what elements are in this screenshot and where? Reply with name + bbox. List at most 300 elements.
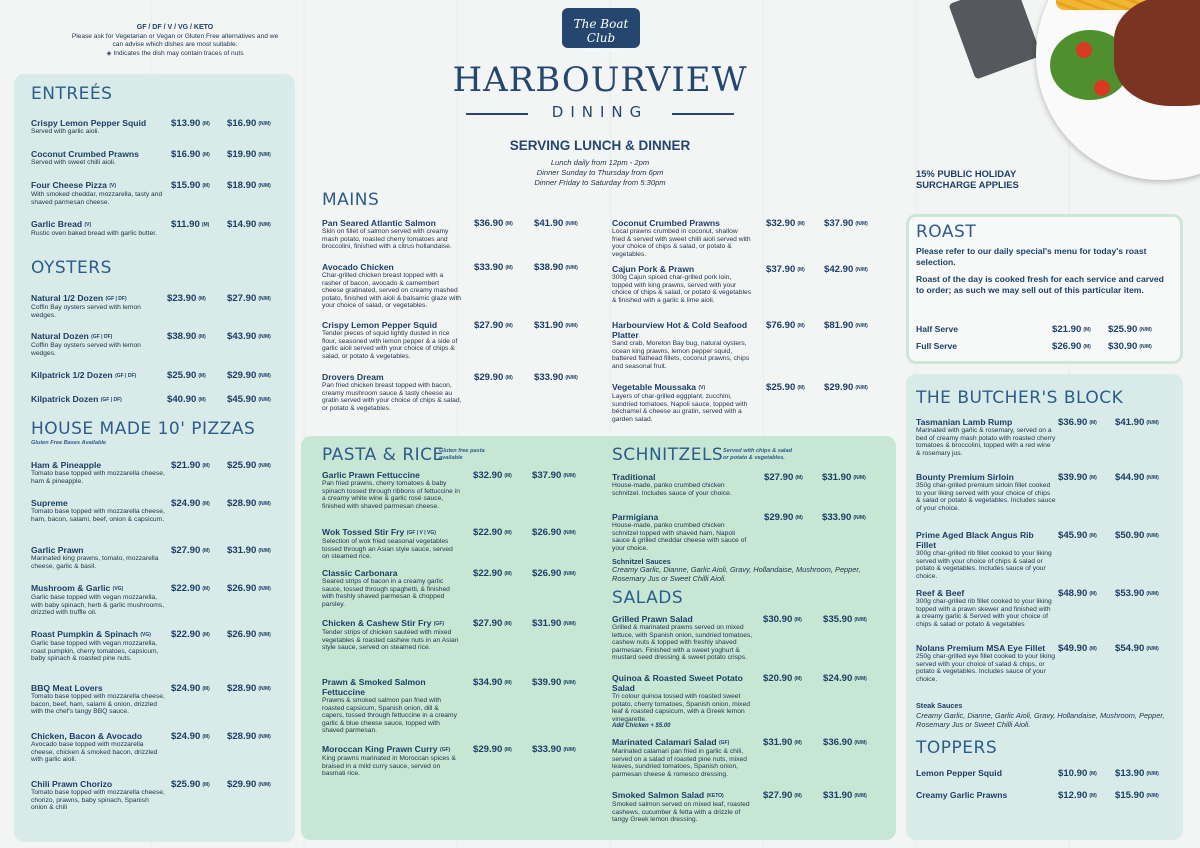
item-name (31, 583, 166, 594)
topper-item (916, 790, 1007, 800)
item-name (612, 737, 757, 748)
section-oysters: OYSTERS (31, 258, 112, 278)
price-value: $41.90 (1115, 417, 1145, 428)
item-title: Moroccan King Prawn Curry (322, 744, 438, 754)
price-unit: (N/M) (258, 632, 271, 638)
price-value: $50.90 (1115, 530, 1145, 541)
price-unit: (N/M) (258, 121, 271, 127)
price-value: $38.90 (534, 262, 564, 273)
price (1058, 790, 1097, 801)
price (1058, 643, 1097, 654)
price (534, 320, 578, 331)
price-unit: (M) (202, 501, 210, 507)
price-value: $28.90 (227, 498, 257, 509)
price-value: $43.90 (227, 331, 257, 342)
price-unit: (N/M) (258, 548, 271, 554)
price-value: $33.90 (532, 744, 562, 755)
dietary-heading: GF / DF / V / VG / KETO (136, 24, 214, 31)
price (534, 262, 578, 273)
price (823, 790, 867, 801)
item-description: Tomato base topped with mozzarella cheese, ham & pineapple. (31, 470, 165, 485)
diet-tag: (GF) (433, 621, 445, 627)
price (1115, 588, 1159, 599)
price (532, 618, 576, 629)
item-name (31, 370, 141, 381)
item-description: House-made, panko crumbed chicken schnitzel. Includes sauce of your choice. (612, 482, 732, 497)
price-unit: (M) (1089, 420, 1097, 426)
price-value: $25.90 (171, 779, 201, 790)
price (474, 262, 513, 273)
section-salads: SALADS (612, 588, 684, 608)
item-name (322, 470, 462, 480)
item-name (31, 118, 166, 128)
roast-row-name (916, 324, 958, 334)
price-value: $33.90 (534, 372, 564, 383)
price (763, 614, 802, 625)
price (171, 149, 210, 160)
menu-item (612, 614, 757, 662)
price (1058, 417, 1097, 428)
section-pizzas: HOUSE MADE 10' PIZZAS (31, 419, 256, 439)
price-value: $45.90 (1058, 530, 1088, 541)
price (473, 470, 512, 481)
price (1058, 530, 1097, 541)
menu-item (31, 629, 166, 663)
section-schnitzels: SCHNITZELS (612, 445, 724, 465)
price-value: $26.90 (532, 527, 562, 538)
price-unit: (M) (1089, 533, 1097, 539)
diet-tag: (VG) (140, 632, 151, 638)
price (167, 331, 206, 342)
price-unit: (M) (1089, 646, 1097, 652)
item-description: Char-grilled chicken breast topped with a rasher of bacon, avocado & camembert cheese gratinated, served on creamy mashed potato, finished with aioli & balsamic glaze with your choice of salad, or vegetables. (322, 272, 462, 310)
price-unit: (M) (202, 686, 210, 692)
item-name (31, 779, 166, 789)
tomato (1094, 80, 1110, 96)
price-unit: (N/M) (1146, 420, 1159, 426)
item-title: Wok Tossed Stir Fry (322, 527, 405, 537)
dietary-note (40, 24, 310, 58)
item-description: Tomato base topped with mozzarella cheese, ham, bacon, salami, beef, onion & capsicum. (31, 508, 165, 523)
price-value: $27.90 (171, 545, 201, 556)
price-unit: (N/M) (1146, 591, 1159, 597)
price-value: $31.90 (822, 472, 852, 483)
price (474, 320, 513, 331)
price (473, 568, 512, 579)
item-title: Prawn & Smoked Salmon Fettuccine (322, 677, 426, 697)
price (227, 583, 271, 594)
price (824, 264, 868, 275)
price-value: $16.90 (171, 149, 201, 160)
steak-sauces-heading: Steak Sauces (916, 701, 963, 710)
menu-item (916, 643, 1056, 683)
price (474, 218, 513, 229)
price-value: $29.90 (227, 779, 257, 790)
item-title: Roast Pumpkin & Spinach (31, 629, 138, 639)
price-unit: (N/M) (854, 676, 867, 682)
price-unit: (M) (202, 782, 210, 788)
diet-tag: (KETO) (706, 793, 724, 799)
price-value: $29.90 (473, 744, 503, 755)
price-unit: (M) (1089, 591, 1097, 597)
diet-tag: (V) (109, 183, 116, 189)
item-name (31, 293, 141, 304)
price (167, 394, 206, 405)
roast-note: Roast of the day is cooked fresh for each service and carved to order; as such we may sell out of this particular item. (916, 274, 1164, 295)
item-title: BBQ Meat Lovers (31, 683, 103, 693)
item-description: Garlic base topped with vegan mozzarella, roast pumpkin, cherry tomatoes, capsicum, baby spinach & roasted pine nuts. (31, 640, 159, 663)
menu-item (31, 219, 166, 238)
price-unit: (N/M) (258, 782, 271, 788)
price (824, 320, 868, 331)
diet-tag: (GF | DF) (91, 334, 113, 340)
item-title: Grilled Prawn Salad (612, 614, 693, 624)
item-title: Classic Carbonara (322, 568, 398, 578)
price-unit: (M) (202, 183, 210, 189)
price (227, 149, 271, 160)
price-value: $45.90 (227, 394, 257, 405)
item-description: With smoked cheddar, mozzarella, tasty and shaved parmesan cheese. (31, 191, 163, 206)
menu-item (322, 218, 462, 251)
item-name (916, 588, 1056, 598)
price-value: $24.90 (171, 498, 201, 509)
item-name (612, 264, 752, 274)
item-name (322, 320, 462, 330)
item-name (612, 790, 757, 801)
price-value: $37.90 (824, 218, 854, 229)
item-title: Harbourview Hot & Cold Seafood Platter (612, 320, 748, 340)
price (764, 512, 803, 523)
item-title: Bounty Premium Sirloin (916, 472, 1014, 482)
price (171, 779, 210, 790)
menu-item (31, 683, 166, 716)
item-description: Pan fried prawns, cherry tomatoes & baby spinach tossed through ribbons of fettuccine in a creamy white wine & garlic rosé sauce, finished with shaved parmesan cheese. (322, 480, 460, 510)
price (227, 118, 271, 129)
item-name (322, 372, 462, 382)
price (227, 731, 271, 742)
price-value: $15.90 (171, 180, 201, 191)
menu-item (322, 262, 462, 310)
price-unit: (N/M) (258, 373, 271, 379)
item-description: Garlic base topped with vegan mozzarella, with baby spinach, herb & garlic mushrooms, drizzled with truffle oil. (31, 594, 165, 617)
price-unit: (M) (202, 152, 210, 158)
diet-tag: (GF | V | VG) (406, 530, 436, 536)
item-description: Tender pieces of squid lightly dusted in rice flour, seasoned with lemon pepper & a side of garlic aioli served with your choice of chips & salad, or potato & vegetables. (322, 330, 458, 360)
item-name (612, 512, 752, 522)
price-value: $15.90 (1115, 790, 1145, 801)
menu-item (322, 744, 462, 778)
price (227, 498, 271, 509)
price-value: $29.90 (824, 382, 854, 393)
steak (1114, 0, 1200, 106)
price-unit: (N/M) (1139, 327, 1152, 333)
serving-heading: SERVING LUNCH & DINNER (509, 138, 691, 153)
price (171, 498, 210, 509)
item-name (31, 731, 166, 741)
item-name (612, 472, 752, 482)
item-name (31, 545, 166, 555)
price-unit: (M) (202, 734, 210, 740)
menu-item (322, 470, 462, 510)
page-title: HARBOURVIEW (452, 60, 748, 100)
price-value: $36.90 (474, 218, 504, 229)
price (171, 545, 210, 556)
price-unit: (M) (504, 473, 512, 479)
price (532, 470, 576, 481)
price (171, 629, 210, 640)
price-unit: (M) (202, 121, 210, 127)
item-title: Vegetable Moussaka (612, 382, 697, 392)
item-name (31, 219, 166, 230)
price-unit: (M) (198, 334, 206, 340)
menu-item (31, 545, 166, 570)
tomato (1076, 42, 1092, 58)
item-description: Marinated king prawns, tomato, mozzarella cheese, garlic & basil. (31, 555, 159, 570)
price (532, 527, 576, 538)
price (532, 744, 576, 755)
item-description: Rustic oven baked bread with garlic butter. (31, 230, 158, 237)
item-title: Smoked Salmon Salad (612, 790, 705, 800)
price (171, 180, 210, 191)
item-description: Coffin Bay oysters served with lemon wedges. (31, 304, 141, 319)
price-value: $42.90 (824, 264, 854, 275)
price-unit: (N/M) (258, 296, 271, 302)
price (473, 677, 512, 688)
price (823, 614, 867, 625)
item-name (31, 331, 141, 342)
price-value: $22.90 (171, 629, 201, 640)
price (822, 472, 866, 483)
price-value: $41.90 (534, 218, 564, 229)
pasta-note: Gluten free pasta available (439, 448, 485, 461)
price-unit: (N/M) (258, 463, 271, 469)
price-value: $26.90 (227, 629, 257, 640)
price-unit: (M) (794, 617, 802, 623)
price-unit: (M) (1083, 327, 1091, 333)
price (227, 394, 271, 405)
price-unit: (M) (202, 586, 210, 592)
price-value: $31.90 (823, 790, 853, 801)
price-unit: (N/M) (258, 222, 271, 228)
section-roast: ROAST (916, 222, 977, 242)
price-unit: (N/M) (258, 397, 271, 403)
price-value: $31.90 (532, 618, 562, 629)
price-value: $12.90 (1058, 790, 1088, 801)
item-description: Marinated with garlic & rosemary, served on a bed of creamy mash potato with roasted cherry tomatoes & broccolini, topped with a red wine & rosemary jus. (916, 427, 1056, 457)
price-unit: (N/M) (563, 680, 576, 686)
price-value: $27.90 (764, 472, 794, 483)
item-description: Local prawns crumbed in coconut, shallow fried & served with sweet chilli aioli served with your choice of chips & salad, or potato & vegetables. (612, 228, 751, 258)
price-unit: (N/M) (1146, 793, 1159, 799)
item-name (322, 744, 462, 755)
price-value: $13.90 (171, 118, 201, 129)
item-description: 350g char-grilled premium sirloin fillet cooked to your liking served with your choice of chips & salad or potato & vegetables. Includes sauce of your choice. (916, 482, 1056, 512)
item-name (322, 262, 462, 272)
price-value: $25.90 (1108, 324, 1138, 335)
price-unit: (M) (795, 475, 803, 481)
item-title: Garlic Prawn Fettuccine (322, 470, 420, 480)
item-title: Pan Seared Atlantic Salmon (322, 218, 436, 228)
price (1058, 768, 1097, 779)
menu-item (322, 568, 462, 608)
price-unit: (M) (797, 385, 805, 391)
diet-tag: (GF | DF) (105, 296, 127, 302)
price-unit: (N/M) (1146, 475, 1159, 481)
price (763, 673, 802, 684)
item-description: Marinated calamari pan fried in garlic & chili, served on a salad of roasted pine nuts, mixed leaves, sundried tomatoes, Spanish onion, parmesan cheese & romesco dressing. (612, 748, 747, 778)
menu-item (612, 472, 752, 497)
menu-item (31, 779, 166, 812)
item-description: Tomato base topped with mozzarella cheese, bacon, beef, ham, salami & onion, drizzled with the chef's tangy BBQ sauce. (31, 693, 165, 716)
price-unit: (M) (202, 632, 210, 638)
price-value: $29.90 (764, 512, 794, 523)
price-unit: (N/M) (853, 515, 866, 521)
item-name (31, 149, 166, 159)
item-description: 300g Cajun spiced char-grilled pork loin, topped with king prawns, served with your choice of chips & salad, or potato & vegetables & finished with a garlic & lime aioli. (612, 274, 752, 304)
item-title: Prime Aged Black Angus Rib Fillet (916, 530, 1034, 550)
price-value: $37.90 (532, 470, 562, 481)
price (171, 118, 210, 129)
price-unit: (N/M) (1146, 771, 1159, 777)
menu-item (612, 737, 757, 778)
item-title: Chicken & Cashew Stir Fry (322, 618, 432, 628)
price-unit: (M) (198, 296, 206, 302)
price-unit: (N/M) (563, 621, 576, 627)
price-unit: (M) (198, 397, 206, 403)
price-unit: (N/M) (853, 475, 866, 481)
page-subtitle: DINING (440, 103, 760, 121)
price-value: $36.90 (823, 737, 853, 748)
price (474, 372, 513, 383)
price (763, 737, 802, 748)
menu-item (612, 673, 757, 729)
item-name (322, 527, 462, 538)
price (532, 568, 576, 579)
item-title: Marinated Calamari Salad (612, 737, 717, 747)
diet-tag: (GF | DF) (115, 373, 137, 379)
item-title: Ham & Pineapple (31, 460, 102, 470)
item-name (612, 614, 757, 624)
roast-serve: Half Serve (916, 324, 959, 334)
price (1108, 341, 1152, 352)
item-description: House-made, panko crumbed chicken schnitzel topped with shaved ham, Napoli sauce & grilled cheddar cheese with sauce of your choice. (612, 522, 747, 552)
item-title: Drovers Dream (322, 372, 384, 382)
price-value: $25.90 (227, 460, 257, 471)
section-toppers: TOPPERS (916, 738, 998, 758)
price-value: $28.90 (227, 683, 257, 694)
item-extra: Add Chicken + $5.00 (612, 723, 671, 730)
item-name (322, 218, 462, 228)
price-value: $31.90 (227, 545, 257, 556)
price-unit: (M) (504, 571, 512, 577)
price-value: $21.90 (171, 460, 201, 471)
menu-item (916, 530, 1056, 580)
price-value: $49.90 (1058, 643, 1088, 654)
price-unit: (M) (202, 548, 210, 554)
menu-item (322, 372, 462, 412)
item-title: Kilpatrick 1/2 Dozen (31, 370, 113, 380)
price (766, 264, 805, 275)
price (534, 372, 578, 383)
item-title: Natural 1/2 Dozen (31, 293, 104, 303)
price-value: $26.90 (532, 568, 562, 579)
item-title: Mushroom & Garlic (31, 583, 111, 593)
menu-item (612, 320, 752, 370)
price-value: $32.90 (473, 470, 503, 481)
item-description: Avocado base topped with mozzarella cheese, chicken & smoked bacon, drizzled with garlic aioli. (31, 741, 158, 764)
price-unit: (M) (504, 747, 512, 753)
price (227, 293, 271, 304)
price-unit: (N/M) (563, 747, 576, 753)
item-title: Cajun Pork & Prawn (612, 264, 695, 274)
section-entrees: ENTREÉS (31, 84, 113, 104)
item-description: Tri colour quinoa tossed with roasted sweet potato, cherry tomatoes, Spanish onion, mixed leaf & roasted capsicum, with a Greek lemon vinegarette. (612, 693, 750, 723)
roast-row-name (916, 341, 957, 351)
menu-item (31, 498, 166, 523)
menu-item (31, 394, 141, 405)
price-unit: (M) (505, 323, 513, 329)
price-unit: (N/M) (855, 323, 868, 329)
price-unit: (N/M) (854, 740, 867, 746)
item-name (916, 417, 1056, 427)
price-value: $36.90 (1058, 417, 1088, 428)
price-unit: (N/M) (258, 334, 271, 340)
diet-tag: (GF | DF) (100, 397, 122, 403)
item-description: Skin on fillet of salmon served with creamy mash potato, roasted cherry tomatoes and broccolini, finished with a citrus hollandaise. (322, 228, 452, 251)
item-name (916, 472, 1056, 482)
price (171, 460, 210, 471)
price-unit: (N/M) (1146, 533, 1159, 539)
price-unit: (M) (505, 265, 513, 271)
pizzas-note: Gluten Free Bases Available (31, 440, 107, 446)
price-unit: (N/M) (563, 571, 576, 577)
service-times: Lunch daily from 12pm - 2pm Dinner Sunday to Thursday from 6pm Dinner Friday to Saturday from 5:30pm (534, 158, 666, 187)
price-value: $24.90 (171, 683, 201, 694)
item-title: Crispy Lemon Pepper Squid (31, 118, 147, 128)
menu-item (612, 218, 752, 258)
price-unit: (N/M) (563, 473, 576, 479)
price (227, 545, 271, 556)
item-name (916, 643, 1056, 653)
price-unit: (N/M) (855, 385, 868, 391)
item-description: Grilled & marinated prawns served on mixed lettuce, with Spanish onion, sundried tomatoes, cashew nuts & topped with freshly shaved parmesan. Finished with a sweet yoghurt & mustard seed dressing & sweet potato crisps. (612, 624, 753, 662)
price-value: $33.90 (822, 512, 852, 523)
price (764, 472, 803, 483)
menu-item (612, 512, 752, 552)
price-value: $22.90 (473, 568, 503, 579)
item-name (916, 530, 1056, 550)
price-unit: (M) (795, 515, 803, 521)
item-title: Chicken, Bacon & Avocado (31, 731, 143, 741)
item-title: Crispy Lemon Pepper Squid (322, 320, 438, 330)
menu-item (31, 583, 166, 617)
item-title: Natural Dozen (31, 331, 89, 341)
price-unit: (N/M) (258, 152, 271, 158)
price (1115, 530, 1159, 541)
section-butcher: THE BUTCHER'S BLOCK (916, 388, 1124, 408)
price (824, 382, 868, 393)
roast-serve: Full Serve (916, 341, 958, 351)
price-unit: (N/M) (258, 734, 271, 740)
price (171, 731, 210, 742)
menu-item (31, 118, 166, 136)
menu-item (322, 527, 462, 561)
dietary-line: can advise which dishes are most suitable. (112, 41, 238, 48)
price (1058, 472, 1097, 483)
price (532, 677, 576, 688)
item-description: Seared strips of bacon in a creamy garlic sauce, tossed through spaghetti, & finished with freshly shaved parmesan & chopped parsley. (322, 578, 450, 608)
price (763, 790, 802, 801)
